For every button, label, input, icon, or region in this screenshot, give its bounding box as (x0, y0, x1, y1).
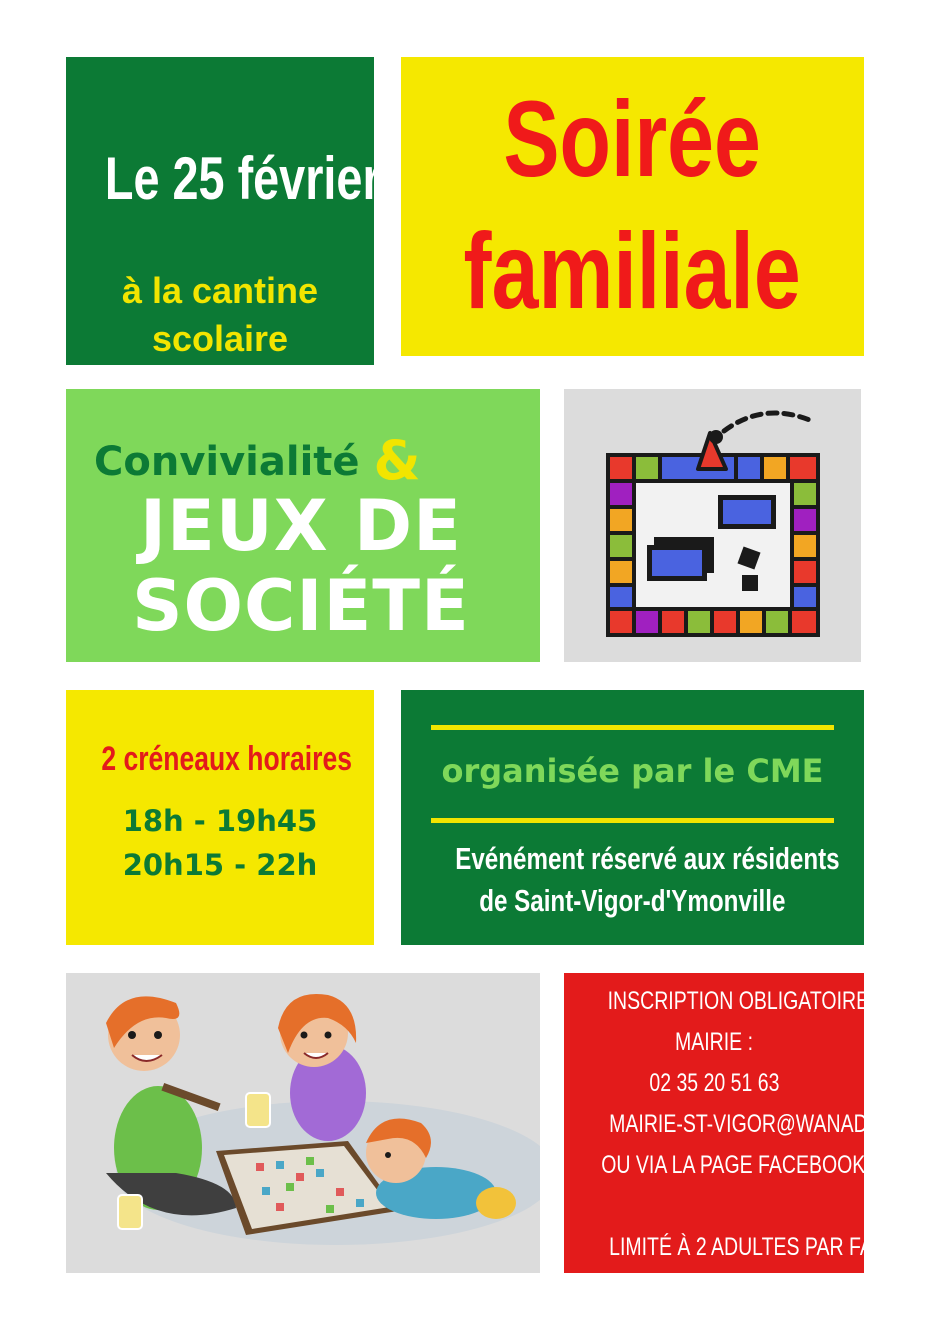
event-place-line1: à la cantine (121, 270, 319, 311)
board-game-panel (564, 389, 861, 662)
conviviality-heading: Convivialité & (94, 429, 421, 492)
children-playing-illustration (66, 973, 540, 1273)
divider-top (431, 725, 834, 730)
registration-panel (564, 973, 930, 1273)
time-slot-2: 20h15 - 22h (122, 848, 318, 882)
limit-line: LIMITÉ À 2 ADULTES PAR FAMILLE (609, 1233, 930, 1261)
games-line2: SOCIÉTÉ (132, 565, 470, 647)
event-restriction-line2: de Saint-Vigor-d'Ymonville (479, 883, 786, 918)
title-line1: Soirée (503, 78, 762, 199)
board-game-icon (564, 389, 861, 662)
title-line2: familiale (463, 210, 802, 331)
time-slot-1: 18h - 19h45 (122, 804, 318, 838)
email-address: MAIRIE-ST-VIGOR@WANADOO.FR (609, 1110, 930, 1138)
registration-line1: INSCRIPTION OBLIGATOIRE À LA (607, 987, 917, 1015)
illustration-panel (66, 973, 540, 1273)
event-place (66, 267, 374, 363)
time-slots-heading: 2 créneaux horaires (101, 740, 352, 778)
registration-line2: MAIRIE : (674, 1028, 753, 1056)
title-panel (401, 57, 864, 356)
phone-number: 02 35 20 51 63 (648, 1069, 780, 1097)
games-line1: JEUX DE (140, 485, 462, 567)
organizer-panel (401, 690, 864, 945)
date-panel (66, 57, 381, 365)
facebook-line: OU VIA LA PAGE FACEBOOK (601, 1151, 866, 1179)
ampersand: & (373, 429, 421, 492)
divider-bottom (431, 818, 834, 823)
games-panel (66, 389, 540, 662)
event-restriction-line1: Evénément réservé aux résidents (455, 841, 840, 876)
time-slots-panel (66, 690, 374, 945)
event-place-line2: scolaire (151, 318, 289, 359)
organizer-text: organisée par le CME (441, 752, 824, 790)
event-date: Le 25 février (104, 145, 381, 212)
